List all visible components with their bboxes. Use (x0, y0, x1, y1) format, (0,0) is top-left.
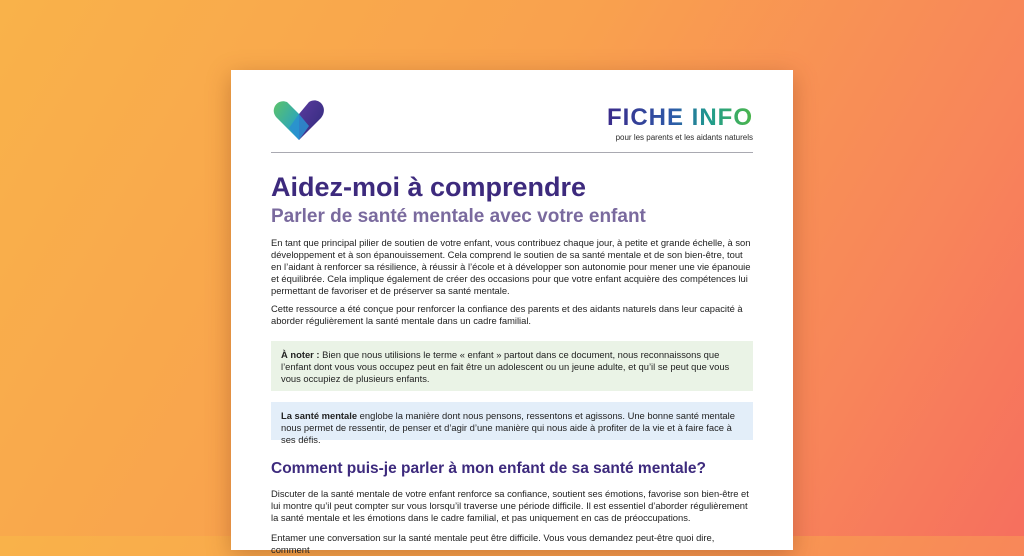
note-text: Bien que nous utilisions le terme « enfant » partout dans ce document, nous reconnaissons que l’enfant dont vous vous occupez peut en fait être un adolescent ou un jeune adulte, et qu’il se peut que vous vous occupiez de plusieurs enfants. (281, 349, 730, 385)
document-title: Aidez-moi à comprendre (271, 172, 587, 202)
note-box (271, 341, 753, 391)
definition-text: englobe la manière dont nous pensons, ressentons et agissons. Une bonne santé mentale nous permet de ressentir, de penser et d’agir d’une manière qui nous aide à profiter de la vie et à faire face à ses défis. (281, 410, 735, 446)
header-divider (271, 152, 753, 153)
definition-box (271, 402, 753, 446)
definition-label: La santé mentale (281, 410, 358, 421)
intro-paragraph: En tant que principal pilier de soutien de votre enfant, vous contribuez chaque jour, à petite et grande échelle, à son développement et à son épanouissement. Cela comprend le soutien de sa santé mentale et de son bien-être, tout en l’aidant à renforcer sa résilience, à réussir à l’école et à développer son autonomie pour mener une vie épanouie et équilibrée. Cela implique également de créer des occasions pour que votre enfant acquière des compétences lui permettant de favoriser et de préserver sa santé mentale. (271, 237, 751, 296)
heart-logo-icon (271, 98, 327, 142)
document-subtitle: Parler de santé mentale avec votre enfant (271, 206, 646, 227)
brand-subtitle: pour les parents et les aidants naturels (615, 133, 753, 142)
section-heading: Comment puis-je parler à mon enfant de sa santé mentale? (271, 460, 706, 477)
info-sheet-page (231, 70, 793, 555)
note-label: À noter : (281, 349, 320, 360)
section-paragraph-2: Entamer une conversation sur la santé mentale peut être difficile. Vous vous demandez peut-être quoi dire, comment (271, 532, 715, 555)
brand-block (607, 105, 753, 142)
section-paragraph-1: Discuter de la santé mentale de votre enfant renforce sa confiance, soutient ses émotions, favorise son bien-être et lui montre qu’il peut compter sur vous lorsqu’il traverse une période difficile. Il est essentiel d’aborder régulièrement la santé mentale et les émotions dans le cadre familial, et pas uniquement en cas de préoccupations. (271, 488, 749, 523)
brand-title: FICHE INFO (607, 104, 753, 131)
purpose-paragraph: Cette ressource a été conçue pour renforcer la confiance des parents et des aidants naturels dans leur capacité à aborder régulièrement la santé mentale dans un cadre familial. (271, 303, 743, 326)
